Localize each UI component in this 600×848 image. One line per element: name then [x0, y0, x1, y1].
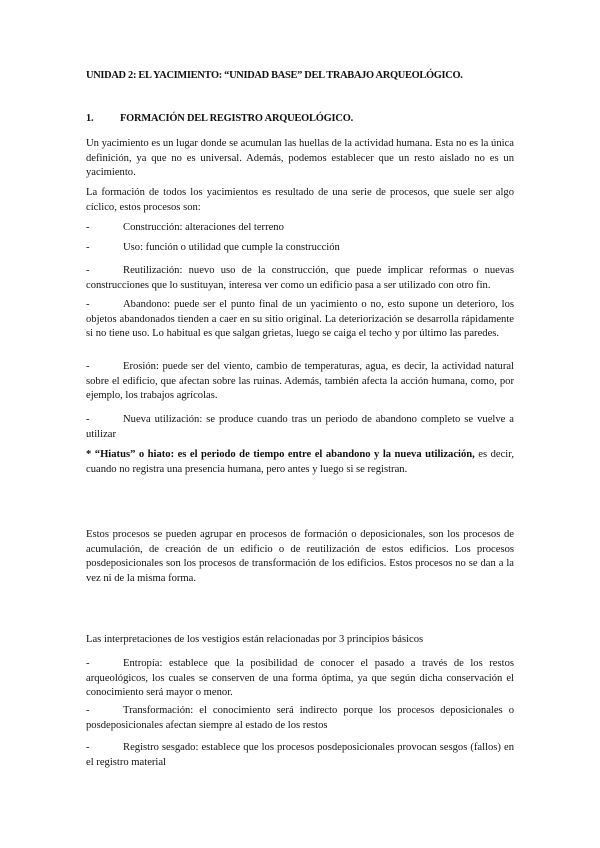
process-item-text: Erosión: puede ser del viento, cambio de temperaturas, agua, es decir, la actividad natural sobre el edificio, que afectan sobre las ruinas. Además, también afecta la acción humana, como, por ejemplo, los trabajos agrícolas.	[86, 361, 514, 402]
principles-intro-paragraph: Las interpretaciones de los vestigios están relacionadas por 3 principios básicos	[86, 634, 424, 645]
process-item-text: Construcción: alteraciones del terreno	[123, 222, 284, 233]
processes-intro-paragraph: La formación de todos los yacimientos es resultado de una serie de procesos, que suele ser algo cíclico, estos procesos son:	[86, 187, 514, 213]
process-item-text: Uso: función o utilidad que cumple la construcción	[123, 242, 340, 253]
process-item-erosion	[86, 360, 514, 404]
bullet-dash: -	[86, 658, 90, 669]
bullet-dash: -	[86, 361, 90, 372]
process-item-nueva-utilizacion	[86, 413, 514, 442]
process-item-text: Abandono: puede ser el punto final de un yacimiento o no, esto supone un deterioro, los objetos abandonados tienden a caer en su sitio original. La deteriorización se desarrolla rápidamente si no tiene uso. Lo habitual es que salgan grietas, luego se caiga el techo y por último las paredes.	[86, 299, 514, 340]
principle-item-text: Transformación: el conocimiento será indirecto porque los procesos deposicionales o posdeposicionales afectan siempre al estado de los restos	[86, 705, 514, 731]
bullet-dash: -	[86, 742, 90, 753]
process-item-construccion	[86, 221, 514, 236]
process-item-text: Reutilización: nuevo uso de la construcción, que puede implicar reformas o nuevas construcciones que lo sustituyan, interesa ver como un edificio pasa a ser utilizado con otro fin.	[86, 265, 514, 291]
principle-item-text: Registro sesgado: establece que los procesos posdeposicionales provocan sesgos (fallos) en el registro material	[86, 742, 514, 768]
process-item-reutilizacion	[86, 264, 514, 293]
principle-item-entropia	[86, 657, 514, 701]
section-heading	[86, 112, 514, 127]
grouping-paragraph: Estos procesos se pueden agrupar en procesos de formación o deposicionales, son los procesos de acumulación, de creación de un edificio o de reutilización de estos edificios. Los procesos posdeposicionales son los procesos de transformación de los edificios. Estos procesos no se dan a la vez ni de la misma forma.	[86, 529, 514, 584]
bullet-dash: -	[86, 242, 90, 253]
bullet-dash: -	[86, 299, 90, 310]
bullet-dash: -	[86, 222, 90, 233]
section-heading-text: FORMACIÓN DEL REGISTRO ARQUEOLÓGICO.	[120, 113, 353, 124]
process-item-abandono	[86, 298, 514, 342]
principle-item-text: Entropía: establece que la posibilidad de conocer el pasado a través de los restos arqueológicos, los cuales se conserven de una forma óptima, ya que según dicha conservación el conocimiento será mayor o menor.	[86, 658, 514, 699]
principle-item-registro-sesgado	[86, 741, 514, 770]
intro-paragraph: Un yacimiento es un lugar donde se acumulan las huellas de la actividad humana. Esta no es la única definición, ya que no es universal. Además, podemos establecer que un resto aislado no es un yacimiento.	[86, 138, 514, 179]
process-item-uso	[86, 241, 514, 256]
hiatus-note-rest: es decir, cuando no registra una presencia humana, pero antes y luego si se registran.	[86, 449, 514, 475]
bullet-dash: -	[86, 414, 90, 425]
hiatus-note	[86, 448, 514, 477]
document-title: UNIDAD 2: EL YACIMIENTO: “UNIDAD BASE” DEL TRABAJO ARQUEOLÓGICO.	[86, 70, 463, 81]
bullet-dash: -	[86, 705, 90, 716]
process-item-text: Nueva utilización: se produce cuando tras un periodo de abandono completo se vuelve a utilizar	[86, 414, 514, 440]
hiatus-note-bold: * “Hiatus” o hiato: es el periodo de tiempo entre el abandono y la nueva utilización,	[86, 449, 475, 460]
section-number: 1.	[86, 113, 94, 124]
bullet-dash: -	[86, 265, 90, 276]
principle-item-transformacion	[86, 704, 514, 733]
